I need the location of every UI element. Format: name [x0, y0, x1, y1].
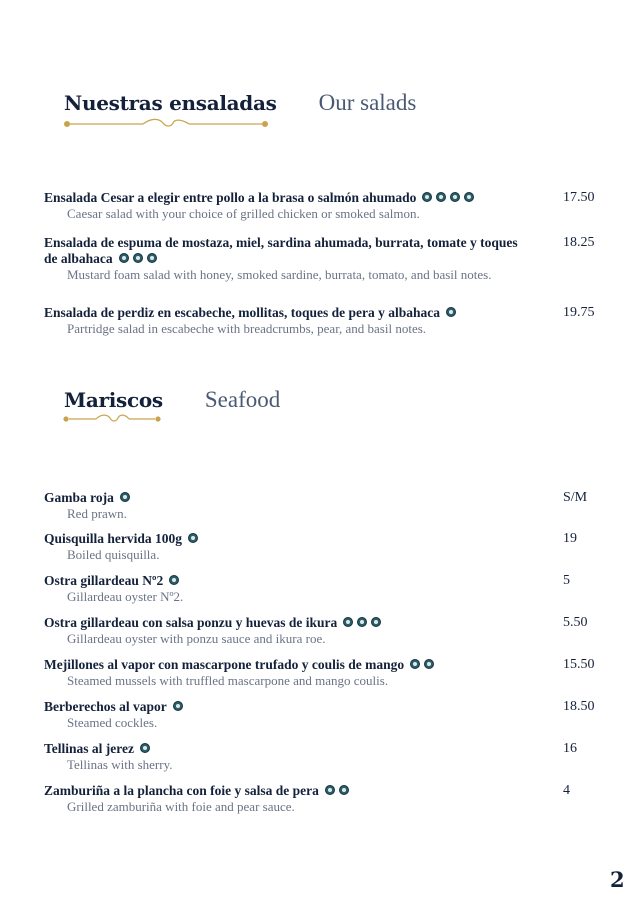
allergen-crustacean-icon [120, 492, 130, 502]
menu-item-salad-2 [44, 235, 604, 282]
item-description: Gillardeau oyster Nº2. [67, 589, 184, 604]
allergen-mollusc-icon [410, 659, 420, 669]
item-name: Ostra gillardeau con salsa ponzu y huevas de ikura [44, 615, 338, 630]
seafood-title-en: Seafood [204, 387, 281, 412]
item-price: 4 [563, 783, 570, 798]
item-description: Tellinas with sherry. [67, 757, 173, 772]
allergen-icons [422, 192, 474, 202]
allergen-icons [119, 253, 157, 263]
item-price: 18.25 [563, 235, 595, 250]
allergen-gluten-icon [464, 192, 474, 202]
item-name: Zamburiña a la plancha con foie y salsa de pera [44, 783, 319, 798]
item-description: Grilled zamburiña with foie and pear sauce. [67, 799, 295, 814]
item-description: Red prawn. [67, 506, 127, 521]
page-number: 2 [610, 867, 625, 892]
allergen-icons [446, 307, 456, 317]
item-name: Ensalada de espuma de mostaza, miel, sardina ahumada, burrata, tomate y toques de albahaca [44, 235, 518, 266]
item-name: Gamba roja [44, 490, 114, 505]
allergen-icons [343, 617, 381, 627]
allergen-milk-icon [339, 785, 349, 795]
item-description: Steamed cockles. [67, 715, 158, 730]
allergen-icons [169, 575, 179, 585]
allergen-crustacean-icon [188, 533, 198, 543]
allergen-soy-icon [343, 617, 353, 627]
allergen-mollusc-icon [140, 743, 150, 753]
seafood-title-es: Mariscos [64, 388, 163, 412]
allergen-icons [173, 701, 183, 711]
menu-item-seafood-3 [44, 573, 604, 604]
item-price: 19 [563, 531, 577, 546]
allergen-milk-icon [147, 253, 157, 263]
allergen-fish-icon [436, 192, 446, 202]
menu-item-seafood-4 [44, 615, 604, 646]
item-price: 15.50 [563, 657, 595, 672]
allergen-mollusc-icon [173, 701, 183, 711]
menu-item-seafood-8 [44, 783, 604, 814]
item-name: Ostra gillardeau Nº2 [44, 573, 164, 588]
item-name: Quisquilla hervida 100g [44, 531, 183, 546]
allergen-milk-icon [424, 659, 434, 669]
item-description: Caesar salad with your choice of grilled chicken or smoked salmon. [67, 206, 420, 221]
item-price: S/M [563, 490, 588, 505]
item-description: Steamed mussels with truffled mascarpone and mango coulis. [67, 673, 389, 688]
item-price: 5.50 [563, 615, 588, 630]
item-price: 5 [563, 573, 570, 588]
allergen-mollusc-icon [371, 617, 381, 627]
salads-heading [64, 90, 416, 116]
menu-item-seafood-6 [44, 699, 604, 730]
allergen-mustard-icon [119, 253, 129, 263]
allergen-icons [140, 743, 150, 753]
allergen-fish-icon [357, 617, 367, 627]
allergen-milk-icon [450, 192, 460, 202]
menu-item-seafood-2 [44, 531, 604, 562]
item-name: Mejillones al vapor con mascarpone trufado y coulis de mango [44, 657, 405, 672]
item-price: 17.50 [563, 190, 595, 205]
menu-item-salad-1 [44, 190, 604, 221]
salads-ornament-divider [63, 117, 269, 131]
allergen-gluten-icon [446, 307, 456, 317]
item-description: Gillardeau oyster with ponzu sauce and ikura roe. [67, 631, 326, 646]
menu-item-salad-3 [44, 305, 604, 336]
menu-item-seafood-1 [44, 490, 604, 521]
item-price: 18.50 [563, 699, 595, 714]
menu-item-seafood-7 [44, 741, 604, 772]
allergen-fish-icon [133, 253, 143, 263]
seafood-heading [64, 387, 280, 413]
allergen-mollusc-icon [325, 785, 335, 795]
item-description: Partridge salad in escabeche with breadcrumbs, pear, and basil notes. [67, 321, 427, 336]
item-name: Berberechos al vapor [44, 699, 167, 714]
item-name: Ensalada de perdiz en escabeche, mollitas, toques de pera y albahaca [44, 305, 441, 320]
item-price: 16 [563, 741, 577, 756]
item-description: Mustard foam salad with honey, smoked sardine, burrata, tomato, and basil notes. [67, 267, 492, 282]
menu-item-seafood-5 [44, 657, 604, 688]
allergen-mollusc-icon [169, 575, 179, 585]
item-description: Boiled quisquilla. [67, 547, 160, 562]
allergen-icons [410, 659, 434, 669]
item-name: Tellinas al jerez [44, 741, 134, 756]
allergen-icons [120, 492, 130, 502]
item-price: 19.75 [563, 305, 595, 320]
seafood-ornament-divider [63, 413, 161, 425]
allergen-icons [188, 533, 198, 543]
salads-title-es: Nuestras ensaladas [64, 91, 277, 115]
salads-title-en: Our salads [318, 90, 417, 115]
allergen-egg-icon [422, 192, 432, 202]
item-name: Ensalada Cesar a elegir entre pollo a la brasa o salmón ahumado [44, 190, 417, 205]
allergen-icons [325, 785, 349, 795]
